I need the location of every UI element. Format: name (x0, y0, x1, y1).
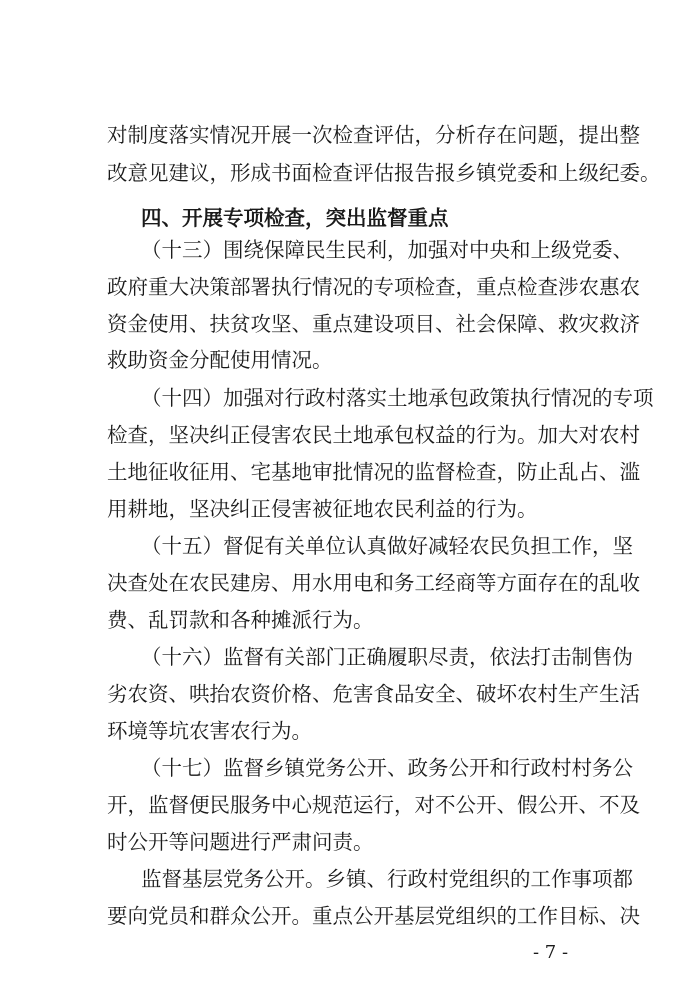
body-text-line: 开，监督便民服务中心规范运行，对不公开、假公开、不及 (107, 793, 640, 817)
body-text-line: 检查，坚决纠正侵害农民土地承包权益的行为。加大对农村 (107, 423, 640, 447)
body-text-line: 改意见建议，形成书面检查评估报告报乡镇党委和上级纪委。 (107, 161, 661, 185)
body-text-line: 决查处在农民建房、用水用电和务工经商等方面存在的乱收 (107, 571, 640, 595)
body-text-line: 环境等坑农害农行为。 (107, 719, 312, 743)
body-text-line: （十四）加强对行政村落实土地承包政策执行情况的专项 (141, 386, 654, 410)
body-text-line: 政府重大决策部署执行情况的专项检查，重点检查涉农惠农 (107, 275, 640, 299)
body-text-line: 用耕地，坚决纠正侵害被征地农民利益的行为。 (107, 497, 538, 521)
body-text-line: 土地征收征用、宅基地审批情况的监督检查，防止乱占、滥 (107, 460, 640, 484)
body-text-line: 费、乱罚款和各种摊派行为。 (107, 608, 374, 632)
body-text-line: 要向党员和群众公开。重点公开基层党组织的工作目标、决 (107, 904, 640, 928)
body-text-line: 资金使用、扶贫攻坚、重点建设项目、社会保障、救灾救济 (107, 312, 640, 336)
body-text-line: 劣农资、哄抬农资价格、危害食品安全、破坏农村生产生活 (107, 682, 640, 706)
section-heading: 四、开展专项检查，突出监督重点 (141, 206, 449, 230)
body-text-line: 对制度落实情况开展一次检查评估，分析存在问题，提出整 (107, 123, 640, 147)
page-number: - 7 - (533, 942, 569, 963)
body-text-line: 监督基层党务公开。乡镇、行政村党组织的工作事项都 (141, 867, 633, 891)
body-text-line: 救助资金分配使用情况。 (107, 348, 333, 372)
body-text-line: 时公开等问题进行严肃问责。 (107, 830, 374, 854)
body-text-line: （十三）围绕保障民生民利，加强对中央和上级党委、 (141, 238, 633, 262)
body-text-line: （十六）监督有关部门正确履职尽责，依法打击制售伪 (141, 645, 633, 669)
body-text-line: （十五）督促有关单位认真做好减轻农民负担工作，坚 (141, 534, 633, 558)
body-text-line: （十七）监督乡镇党务公开、政务公开和行政村村务公 (141, 756, 633, 780)
